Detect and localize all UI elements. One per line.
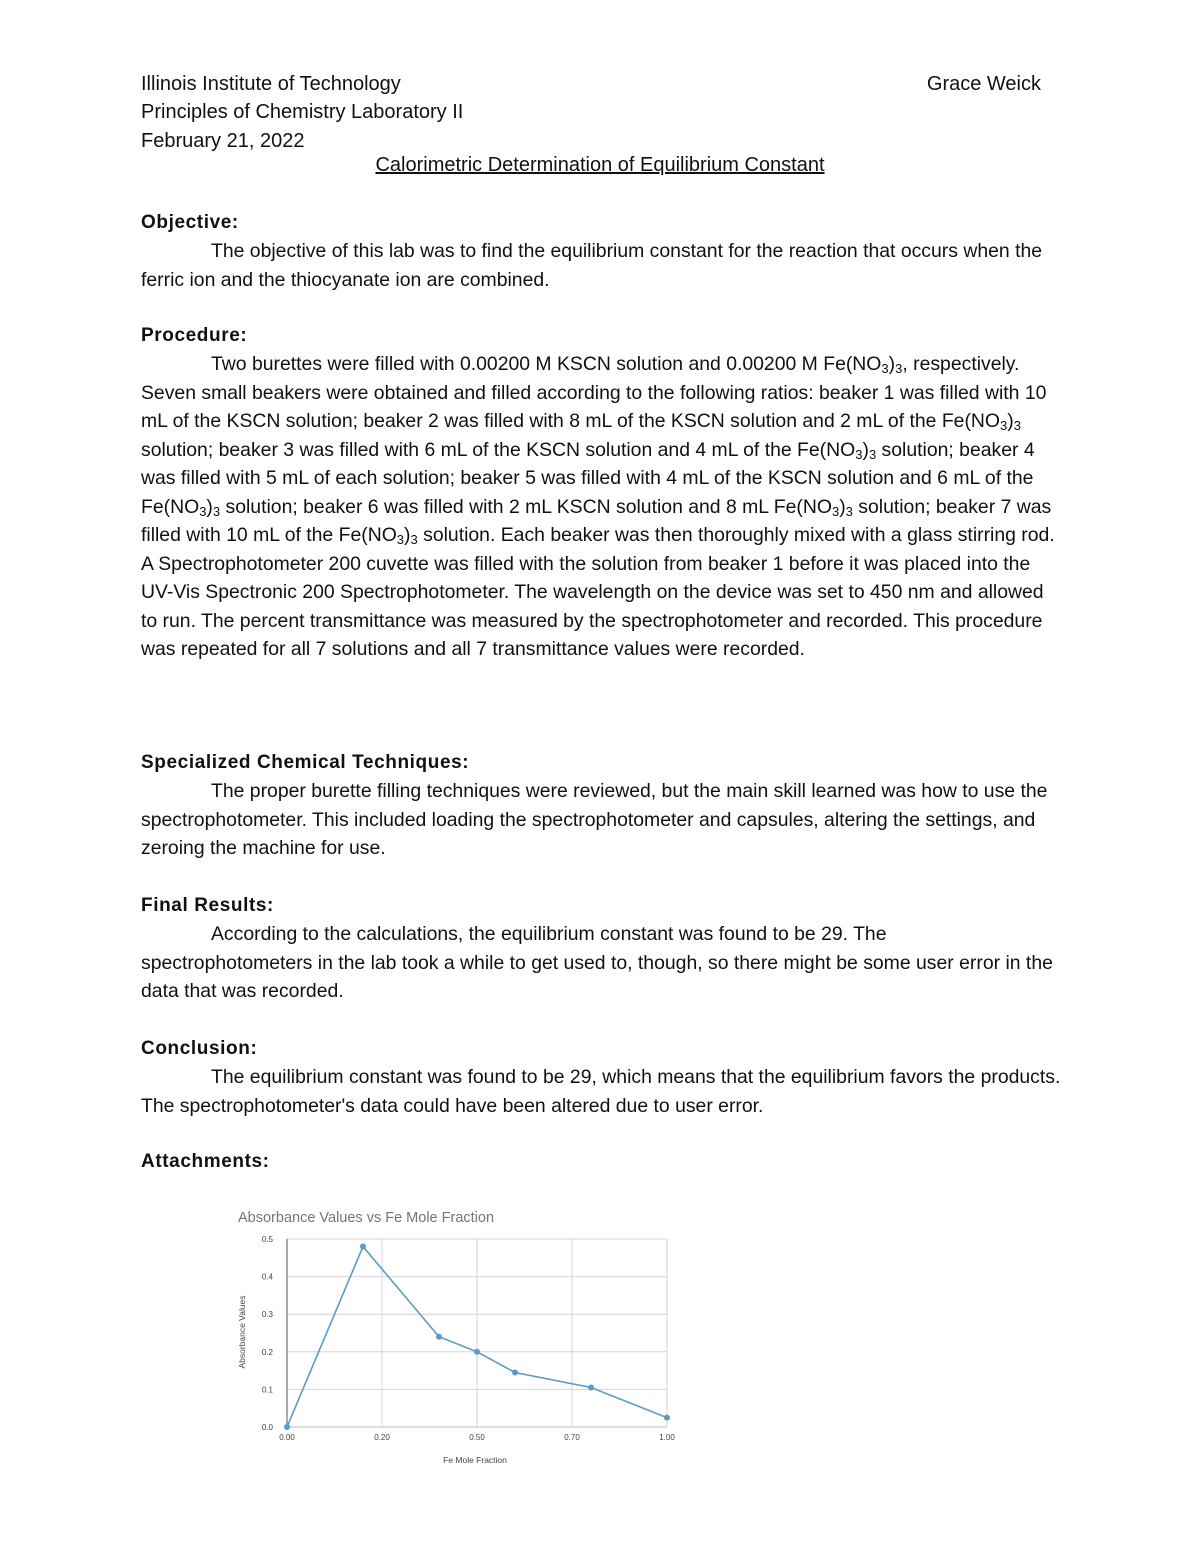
procedure-section [141, 324, 1061, 664]
data-point [436, 1334, 442, 1340]
chem-formula: $Fe(NO_3)_3$ [338, 524, 418, 547]
objective-heading: Objective: [141, 212, 239, 233]
techniques-text: The proper burette filling techniques were reviewed, but the main skill learned was how to use the spectrophotometer. This included loading the spectrophotometer and capsules, altering the settings, and zeroing the machine for use. [141, 780, 1048, 859]
y-tick-label: 0.3 [261, 1310, 273, 1320]
institution-line: Illinois Institute of Technology [141, 73, 401, 95]
author-name: Grace Weick [926, 73, 1041, 95]
data-point [284, 1424, 290, 1430]
data-point [664, 1415, 670, 1421]
techniques-heading: Specialized Chemical Techniques: [141, 752, 470, 773]
attachments-section [141, 1150, 1061, 1174]
chem-formula: $Fe(NO_3)_3$ [797, 438, 877, 462]
x-tick-label: 0.00 [279, 1433, 295, 1442]
y-tick-label: 0.2 [261, 1347, 273, 1357]
objective-section [141, 211, 1061, 294]
y-axis-label: Absorbance Values [237, 1295, 247, 1369]
x-tick-label: 1.00 [659, 1433, 675, 1442]
chem-formula: $Fe(NO_3)_3$ [773, 495, 853, 519]
y-tick-label: 0.4 [261, 1272, 273, 1282]
y-tick-label: 0.1 [261, 1385, 273, 1395]
results-heading: Final Results: [141, 895, 274, 916]
x-tick-label: 0.50 [469, 1433, 485, 1442]
results-section [141, 894, 1061, 1006]
conclusion-section [141, 1037, 1061, 1120]
attachments-heading: Attachments: [141, 1151, 270, 1172]
conclusion-text: The equilibrium constant was found to be 29, which means that the equilibrium favors the products. The spectrophotometer's data could have been altered due to user error. [141, 1066, 1061, 1117]
y-tick-label: 0.0 [261, 1423, 273, 1432]
absorbance-chart [226, 1192, 686, 1482]
date-line: February 21, 2022 [141, 130, 305, 152]
course-line: Principles of Chemistry Laboratory II [141, 101, 464, 123]
chem-formula: $Fe(NO_3)_3$ [941, 410, 1021, 433]
x-axis-label: Fe Mole Fraction [443, 1455, 507, 1465]
data-point [474, 1349, 480, 1355]
chart-background [226, 1192, 686, 1482]
procedure-heading: Procedure: [141, 325, 248, 346]
chart-svg [226, 1192, 686, 1482]
data-point [360, 1244, 366, 1250]
chart-title: Absorbance Values vs Fe Mole Fraction [238, 1210, 495, 1226]
chem-formula: $Fe(NO_3)_3$ [823, 353, 903, 376]
procedure-text: Two burettes were filled with 0.00200 M KSCN solution and 0.00200 M $Fe(NO_3)_3$, respectively. Seven small beakers were obtained and filled according to the following ratios: beaker 1 was filled with 10 mL of the KSCN solution; beaker 2 was filled with 8 mL of the KSCN solution and 2 mL of the $Fe(NO_3)_3$ solution; beaker 3 was filled with 6 mL of the KSCN solution and 4 mL of the $Fe(NO_3)_3$ solution; beaker 4 was filled with 5 mL of each solution; beaker 5 was filled with 4 mL of the KSCN solution and 6 mL of the $Fe(NO_3)_3$ solution; beaker 6 was filled with 2 mL KSCN solution and 8 mL $Fe(NO_3)_3$ solution; beaker 7 was filled with 10 mL of the $Fe(NO_3)_3$ solution. Each beaker was then thoroughly mixed with a glass stirring rod. A Spectrophotometer 200 cuvette was filled with the solution from beaker 1 before it was placed into the UV-Vis Spectronic 200 Spectrophotometer. The wavelength on the device was set to 450 nm and allowed to run. The percent transmittance was measured by the spectrophotometer and recorded. This procedure was repeated for all 7 solutions and all 7 transmittance values were recorded. [141, 353, 1055, 660]
results-text: According to the calculations, the equilibrium constant was found to be 29. The spectrophotometers in the lab took a while to get used to, though, so there might be some user error in the data that was recorded. [141, 923, 1053, 1002]
x-tick-label: 0.20 [374, 1433, 390, 1442]
objective-text: The objective of this lab was to find the equilibrium constant for the reaction that occurs when the ferric ion and the thiocyanate ion are combined. [141, 240, 1043, 291]
data-point [512, 1369, 518, 1375]
document-title: Calorimetric Determination of Equilibrium Constant [375, 154, 825, 176]
techniques-section [141, 751, 1061, 863]
x-tick-label: 0.70 [564, 1433, 580, 1442]
data-point [588, 1385, 594, 1391]
y-tick-label: 0.5 [261, 1235, 273, 1244]
conclusion-heading: Conclusion: [141, 1038, 258, 1059]
chem-formula: $Fe(NO_3)_3$ [141, 495, 221, 519]
